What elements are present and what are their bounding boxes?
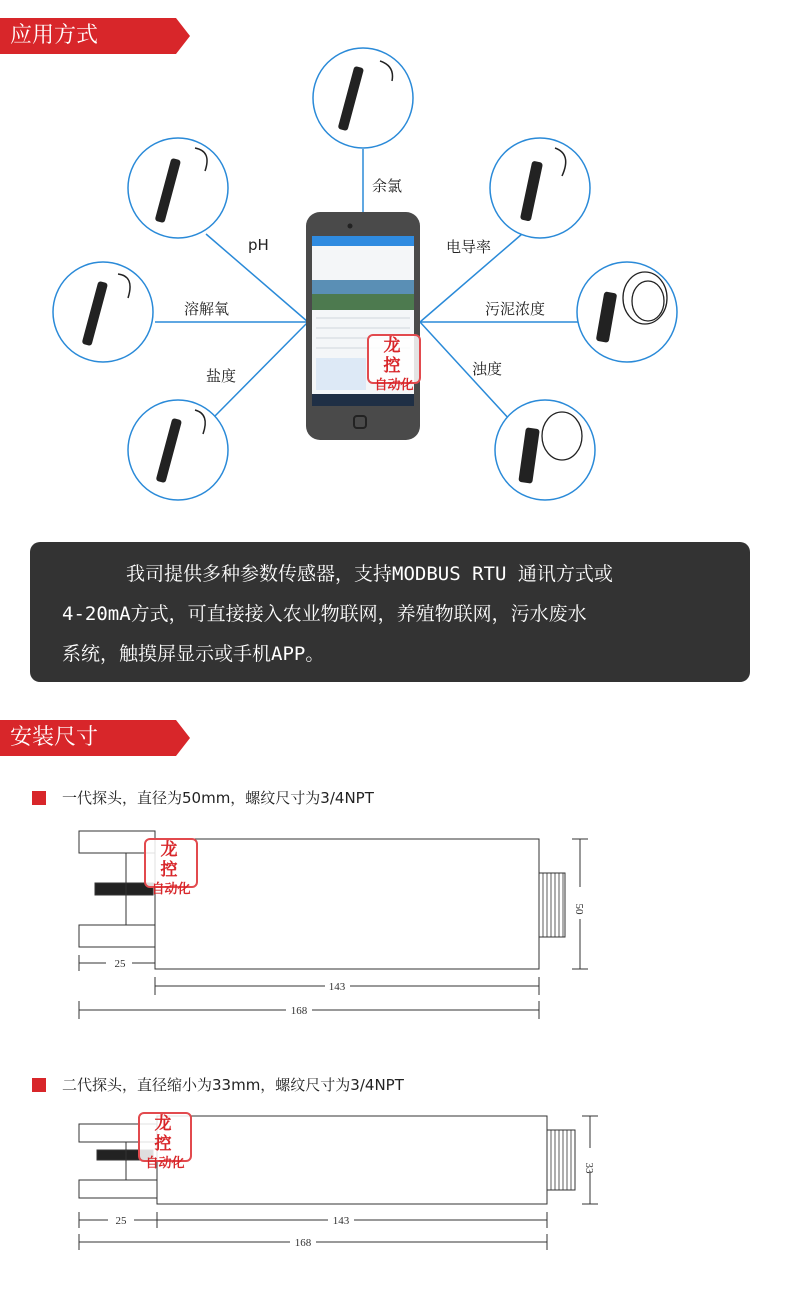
probe1-caption-row [32, 787, 374, 808]
sensor-ph-circle [128, 138, 228, 238]
sensor-conductivity-circle [490, 138, 590, 238]
description-line3: 系统，触摸屏显示或手机APP。 [62, 643, 325, 665]
probe1-dim-cap: 25 [114, 958, 126, 970]
stamp-line1: 龙 控 [160, 840, 182, 880]
probe1-drawing [0, 825, 790, 1025]
section-header-installation: 安装尺寸 [0, 720, 176, 756]
description-panel [30, 542, 750, 682]
watermark-stamp [138, 1112, 192, 1171]
label-conductivity: 电导率 [446, 238, 492, 256]
probe2-dim-diameter: 33 [583, 1162, 595, 1174]
label-ph: pH [248, 236, 269, 254]
probe2-drawing [0, 1108, 790, 1258]
bullet-square-icon [32, 791, 46, 805]
application-diagram [0, 36, 790, 536]
bullet-square-icon [32, 1078, 46, 1092]
description-line2: 4-20mA方式，可直接接入农业物联网，养殖物联网，污水废水 [62, 603, 587, 625]
description-line1: 我司提供多种参数传感器，支持MODBUS RTU 通讯方式或 [126, 563, 613, 585]
label-dissolved-oxygen: 溶解氧 [184, 300, 230, 318]
label-sludge-concentration: 污泥浓度 [485, 300, 546, 318]
stamp-line2: 自动化 [145, 1156, 185, 1171]
sensor-salinity-circle [128, 400, 228, 500]
probe2-thread-lines [551, 1130, 571, 1190]
probe2-dim-cap: 25 [115, 1215, 127, 1227]
probe2-caption-row [32, 1074, 404, 1095]
watermark-stamp [144, 838, 198, 897]
probe1-dim-diameter: 50 [573, 903, 585, 915]
stamp-line2: 自动化 [151, 882, 191, 897]
probe1-caption: 一代探头，直径为50mm，螺纹尺寸为3/4NPT [62, 789, 374, 807]
probe2-caption: 二代探头，直径缩小为33mm，螺纹尺寸为3/4NPT [62, 1076, 404, 1094]
sensor-turbidity-circle [495, 400, 595, 500]
sensor-dissolved-oxygen-circle [53, 262, 153, 362]
stamp-line1: 龙 控 [383, 336, 405, 376]
stamp-line1: 龙 控 [154, 1114, 176, 1154]
label-turbidity: 浊度 [472, 360, 503, 378]
watermark-stamp [367, 334, 421, 393]
stamp-line2: 自动化 [374, 378, 414, 393]
probe2-dim-body: 143 [332, 1215, 350, 1227]
probe2-dim-total: 168 [294, 1237, 312, 1249]
probe1-dim-body: 143 [328, 981, 346, 993]
probe1-thread-lines [543, 873, 563, 937]
section-header-application: 应用方式 [0, 18, 176, 54]
sensor-chlorine-circle [313, 48, 413, 148]
sensor-sludge-circle [577, 262, 677, 362]
label-salinity: 盐度 [206, 367, 237, 385]
label-chlorine: 余氯 [372, 177, 403, 195]
probe1-dim-total: 168 [290, 1005, 308, 1017]
phone-device [306, 212, 420, 440]
